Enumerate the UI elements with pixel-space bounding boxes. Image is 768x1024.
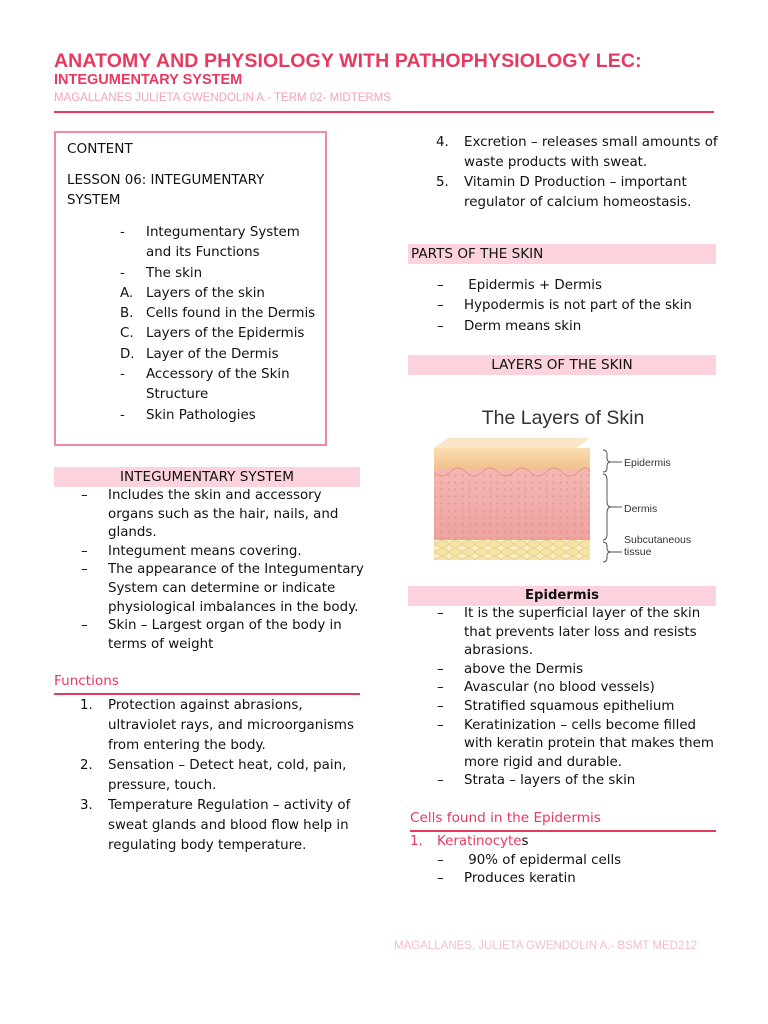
content-item: A. Layers of the skin	[120, 285, 265, 301]
content-item: - Skin Pathologies	[120, 407, 256, 423]
list-item: – Derm means skin	[437, 318, 582, 334]
content-item: C. Layers of the Epidermis	[120, 326, 305, 342]
epidermis-surface	[434, 438, 590, 448]
skin-layers-diagram	[410, 388, 716, 582]
content-item: - Accessory of the Skin Structure	[120, 367, 290, 403]
epidermis-list	[410, 605, 722, 791]
functions-list-left	[54, 696, 366, 856]
header-divider	[54, 111, 714, 113]
list-item: 3. Temperature Regulation – activity of sweat glands and blood flow help in regulating body temperature.	[80, 798, 351, 853]
list-item: – Produces keratin	[437, 871, 576, 887]
page-footer: MAGALLANES, JULIETA GWENDOLIN A.- BSMT MED212	[394, 940, 698, 952]
epidermis-label: Epidermis	[624, 457, 671, 469]
list-item: – Strata – layers of the skin	[437, 773, 636, 789]
list-item: 2. Sensation – Detect heat, cold, pain, pressure, touch.	[80, 758, 347, 793]
list-item: 5. Vitamin D Production – important regulator of calcium homeostasis.	[436, 175, 692, 210]
lesson-title: LESSON 06: INTEGUMENTARY SYSTEM	[67, 173, 265, 208]
list-item: – The appearance of the Integumentary System can determine or indicate physiological imbalances in the body.	[81, 562, 364, 615]
list-item: 1. Protection against abrasions, ultraviolet rays, and microorganisms from entering the body.	[80, 698, 354, 753]
figure-title: The Layers of Skin	[481, 407, 645, 429]
list-item: – Skin – Largest organ of the body in terms of weight	[81, 618, 342, 652]
integumentary-heading: INTEGUMENTARY SYSTEM	[54, 467, 360, 487]
tissue-label: tissue	[624, 546, 652, 558]
content-item: - The skin	[120, 265, 203, 281]
list-item: – 90% of epidermal cells	[437, 852, 622, 868]
document-author: MAGALLANES JULIETA GWENDOLIN A.- TERM 02- MIDTERMS	[54, 92, 391, 104]
content-item: D. Layer of the Dermis	[120, 346, 279, 362]
epidermis-heading: Epidermis	[408, 586, 716, 606]
list-item: – It is the superficial layer of the skin that prevents later loss and resists abrasions.	[437, 606, 701, 659]
cells-divider	[410, 830, 716, 832]
list-item: 1. Keratinocytes	[410, 834, 529, 849]
cells-heading: Cells found in the Epidermis	[410, 810, 601, 826]
content-list	[56, 223, 326, 426]
functions-divider	[54, 693, 360, 695]
list-item: – Keratinization – cells become filled with keratin protein that makes them more rigid and durable.	[437, 717, 714, 770]
content-item: - Integumentary System and its Functions	[120, 225, 300, 261]
dermis-label: Dermis	[624, 503, 658, 515]
functions-heading: Functions	[54, 673, 119, 689]
subcutaneous-label: Subcutaneous	[624, 534, 692, 546]
list-item: – Integument means covering.	[81, 543, 302, 559]
cells-list	[410, 833, 722, 889]
content-title: CONTENT	[67, 141, 133, 157]
list-item: – Hypodermis is not part of the skin	[437, 298, 692, 314]
parts-heading: PARTS OF THE SKIN	[408, 244, 716, 264]
parts-list	[410, 276, 722, 337]
document-title: ANATOMY AND PHYSIOLOGY WITH PATHOPHYSIOLOGY LEC:	[54, 50, 642, 72]
list-item: – Stratified squamous epithelium	[437, 698, 675, 714]
skin-layers-figure	[410, 388, 716, 582]
epidermis-layer	[434, 448, 590, 470]
content-item: B. Cells found in the Dermis	[120, 306, 316, 322]
list-item: – Avascular (no blood vessels)	[437, 680, 655, 696]
content-box	[54, 131, 327, 446]
list-item: – Epidermis + Dermis	[437, 278, 602, 293]
list-item: – above the Dermis	[437, 661, 584, 677]
layers-heading: LAYERS OF THE SKIN	[408, 355, 716, 375]
functions-list-right	[410, 133, 722, 213]
integumentary-list	[54, 487, 364, 654]
list-item: 4. Excretion – releases small amounts of waste products with sweat.	[436, 135, 718, 170]
document-subtitle: INTEGUMENTARY SYSTEM	[54, 72, 243, 88]
list-item: – Includes the skin and accessory organs such as the hair, nails, and glands.	[81, 488, 339, 541]
